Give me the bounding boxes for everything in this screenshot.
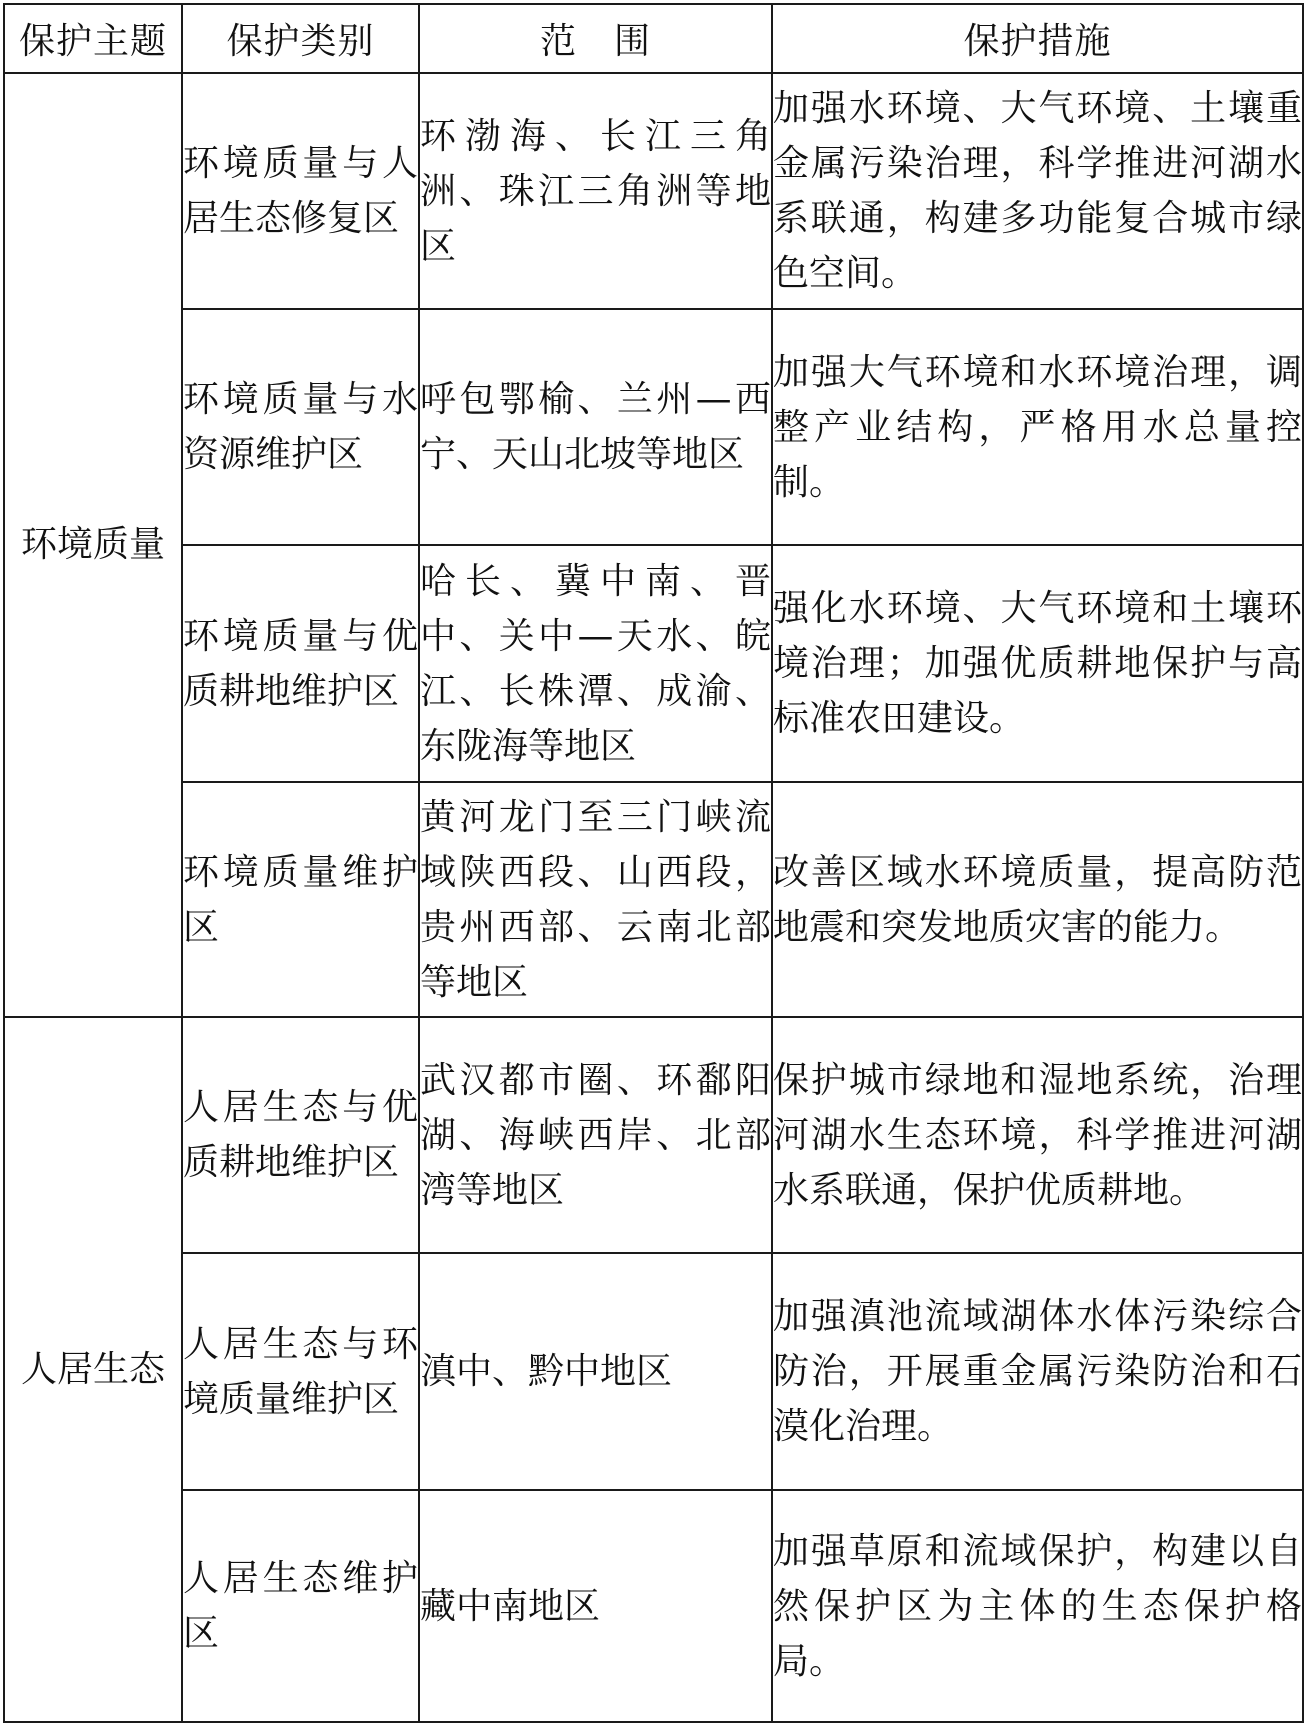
measures-cell: 保护城市绿地和湿地系统，治理河湖水生态环境，科学推进河湖水系联通，保护优质耕地。: [772, 1017, 1303, 1253]
range-cell: 黄河龙门至三门峡流域陕西段、山西段，贵州西部、云南北部等地区: [419, 782, 772, 1017]
range-cell: 武汉都市圈、环鄱阳湖、海峡西岸、北部湾等地区: [419, 1017, 772, 1253]
category-cell: 环境质量与水资源维护区: [182, 309, 419, 545]
table-row: [4, 1017, 1303, 1253]
category-cell: 环境质量维护区: [182, 782, 419, 1017]
table-row: [4, 309, 1303, 545]
range-cell: 滇中、黔中地区: [419, 1253, 772, 1490]
range-cell: 呼包鄂榆、兰州—西宁、天山北坡等地区: [419, 309, 772, 545]
category-cell: 环境质量与人居生态修复区: [182, 73, 419, 309]
table-row: [4, 1253, 1303, 1490]
measures-cell: 加强大气环境和水环境治理，调整产业结构，严格用水总量控制。: [772, 309, 1303, 545]
header-measures: 保护措施: [772, 4, 1303, 73]
category-cell: 人居生态维护区: [182, 1490, 419, 1722]
table-row: [4, 545, 1303, 782]
category-cell: 人居生态与优质耕地维护区: [182, 1017, 419, 1253]
theme-cell-environment: 环境质量: [4, 73, 182, 1017]
measures-cell: 强化水环境、大气环境和土壤环境治理；加强优质耕地保护与高标准农田建设。: [772, 545, 1303, 782]
table-row: [4, 1490, 1303, 1722]
theme-cell-habitat: 人居生态: [4, 1017, 182, 1722]
range-cell: 哈长、冀中南、晋中、关中—天水、皖江、长株潭、成渝、东陇海等地区: [419, 545, 772, 782]
table-row: [4, 782, 1303, 1017]
measures-cell: 加强滇池流域湖体水体污染综合防治，开展重金属污染防治和石漠化治理。: [772, 1253, 1303, 1490]
measures-cell: 改善区域水环境质量，提高防范地震和突发地质灾害的能力。: [772, 782, 1303, 1017]
header-theme: 保护主题: [4, 4, 182, 73]
range-cell: 环渤海、长江三角洲、珠江三角洲等地区: [419, 73, 772, 309]
table-header-row: [4, 4, 1303, 73]
table-row: [4, 73, 1303, 309]
range-cell: 藏中南地区: [419, 1490, 772, 1722]
header-range: 范 围: [419, 4, 772, 73]
header-category: 保护类别: [182, 4, 419, 73]
protection-table: [3, 3, 1304, 1723]
category-cell: 人居生态与环境质量维护区: [182, 1253, 419, 1490]
measures-cell: 加强水环境、大气环境、土壤重金属污染治理，科学推进河湖水系联通，构建多功能复合城市绿色空间。: [772, 73, 1303, 309]
category-cell: 环境质量与优质耕地维护区: [182, 545, 419, 782]
measures-cell: 加强草原和流域保护，构建以自然保护区为主体的生态保护格局。: [772, 1490, 1303, 1722]
